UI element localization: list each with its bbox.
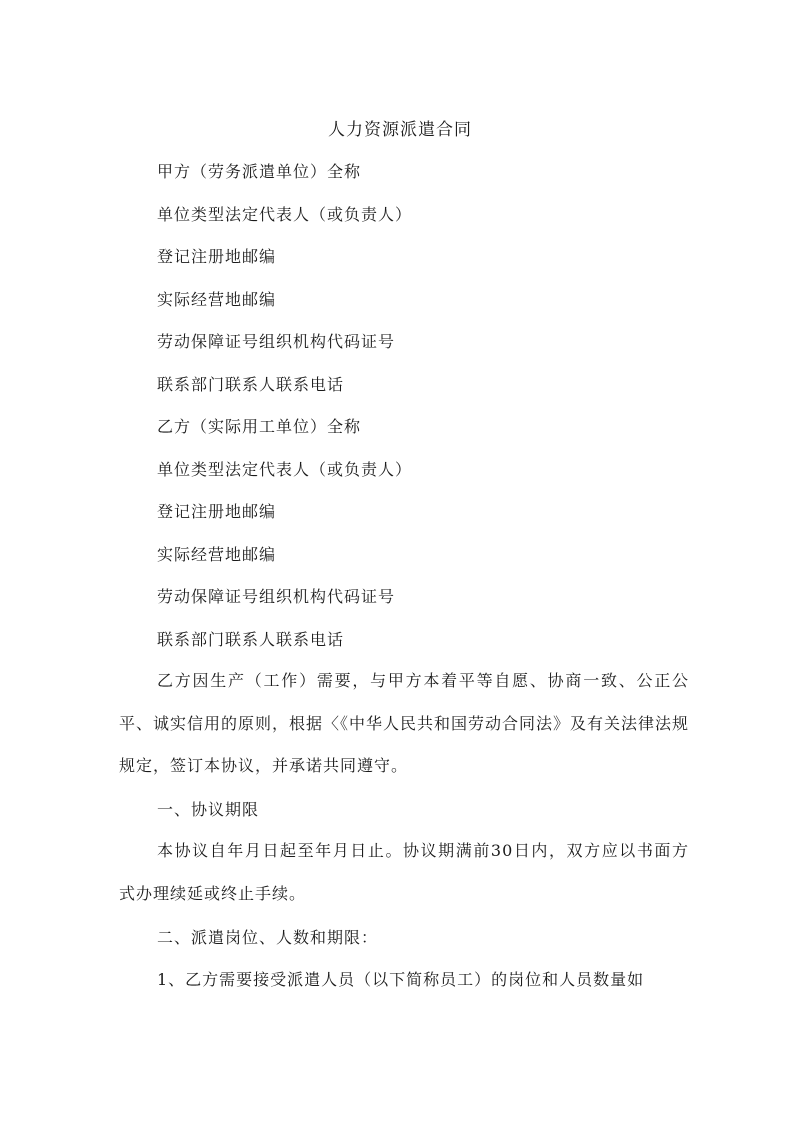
section-1-body: 本协议自年月日起至年月日止。协议期满前30日内，双方应以书面方式办理续延或终止手续。 (119, 841, 689, 903)
party-b-license-line: 劳动保障证号组织机构代码证号 (157, 587, 396, 606)
party-a-type-line: 单位类型法定代表人（或负责人） (157, 205, 413, 224)
party-b-registered-address-line: 登记注册地邮编 (157, 502, 277, 521)
party-b-contact-line: 联系部门联系人联系电话 (157, 630, 345, 649)
section-2-heading: 二、派遣岗位、人数和期限： (157, 928, 379, 947)
section-2-item-1: 1、乙方需要接受派遣人员（以下简称员工）的岗位和人员数量如 (157, 970, 645, 989)
party-a-registered-address-line: 登记注册地邮编 (157, 247, 277, 266)
preamble-paragraph: 乙方因生产（工作）需要，与甲方本着平等自愿、协商一致、公正公平、诚实信用的原则，根据〈《中华人民共和国劳动合同法》及有关法律法规规定，签订本协议，并承诺共同遵守。 (119, 671, 690, 775)
party-b-name-line: 乙方（实际用工单位）全称 (157, 417, 362, 436)
party-b-business-address-line: 实际经营地邮编 (157, 545, 277, 564)
section-1-heading: 一、协议期限 (157, 800, 260, 819)
party-a-business-address-line: 实际经营地邮编 (157, 290, 277, 309)
party-a-contact-line: 联系部门联系人联系电话 (157, 375, 345, 394)
party-b-type-line: 单位类型法定代表人（或负责人） (157, 460, 413, 479)
party-a-license-line: 劳动保障证号组织机构代码证号 (157, 332, 396, 351)
document-title: 人力资源派遣合同 (328, 120, 472, 140)
party-a-name-line: 甲方（劳务派遣单位）全称 (157, 162, 362, 181)
